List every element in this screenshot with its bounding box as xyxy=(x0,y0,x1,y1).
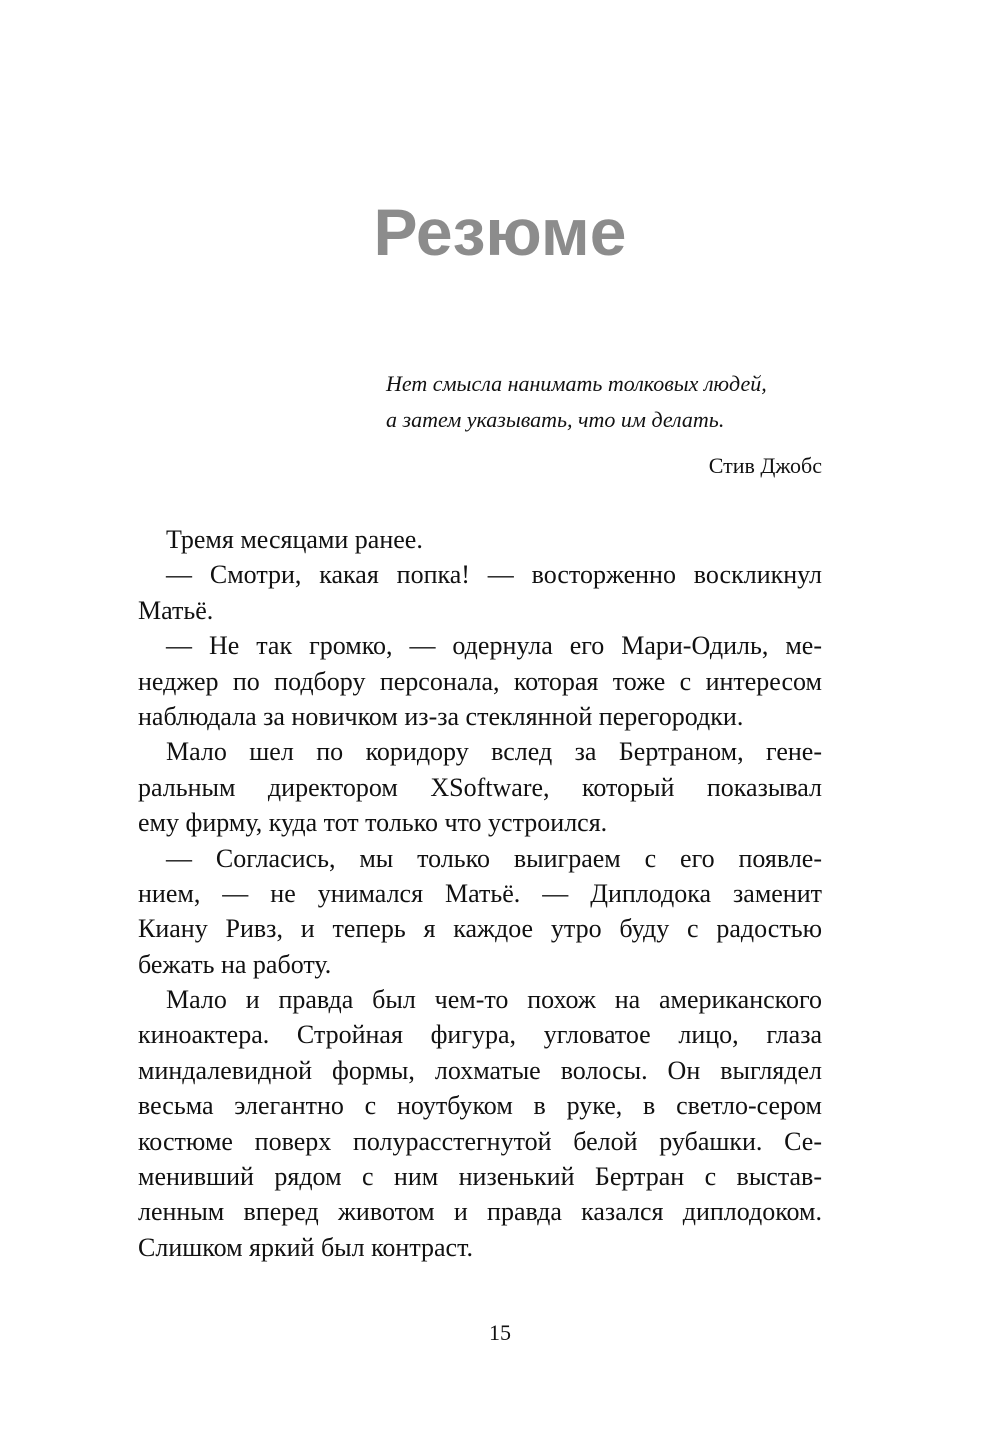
text-line: Мало и правда был чем-то похож на американского xyxy=(166,985,822,1015)
text-line: — Смотри, какая попка! — восторженно воскликнул xyxy=(166,560,822,590)
text-line: Слишком яркий был контраст. xyxy=(138,1232,474,1262)
page-number: 15 xyxy=(489,1320,511,1345)
epigraph-author: Стив Джобс xyxy=(708,453,822,478)
text-line: менивший рядом с ним низенький Бертран с выстав- xyxy=(138,1162,822,1192)
text-line: Матьё. xyxy=(138,595,214,625)
text-line: костюме поверх полурасстегнутой белой рубашки. Се- xyxy=(138,1126,822,1156)
text-line: миндалевидной формы, лохматые волосы. Он выглядел xyxy=(138,1055,822,1085)
epigraph xyxy=(386,366,822,484)
text-line: ральным директором XSoftware, который показывал xyxy=(138,772,822,802)
text-line: наблюдала за новичком из-за стеклянной перегородки. xyxy=(138,701,744,731)
text-line: Мало шел по коридору вслед за Бертраном, гене- xyxy=(166,737,822,767)
epigraph-line-2: а затем указывать, что им делать. xyxy=(386,407,725,432)
text-line: бежать на работу. xyxy=(138,949,332,979)
text-line: ему фирму, куда тот только что устроился. xyxy=(138,808,608,838)
body-text xyxy=(138,522,822,1265)
text-line: Тремя месяцами ранее. xyxy=(166,525,423,554)
text-line: — Согласись, мы только выиграем с его появле- xyxy=(166,843,822,873)
text-line: неджер по подбору персонала, которая тоже с интересом xyxy=(138,666,822,696)
text-line: киноактера. Стройная фигура, угловатое лицо, глаза xyxy=(138,1020,822,1050)
text-line: весьма элегантно с ноутбуком в руке, в светло-сером xyxy=(138,1091,822,1121)
text-line: нием, — не унимался Матьё. — Диплодока заменит xyxy=(138,878,822,908)
text-line: ленным вперед животом и правда казался диплодоком. xyxy=(138,1197,822,1227)
text-line: — Не так громко, — одернула его Мари-Одиль, ме- xyxy=(166,631,822,661)
chapter-title: Резюме xyxy=(373,195,627,269)
epigraph-line-1: Нет смысла нанимать толковых людей, xyxy=(386,371,767,396)
text-line: Киану Ривз, и теперь я каждое утро буду с радостью xyxy=(138,914,822,944)
